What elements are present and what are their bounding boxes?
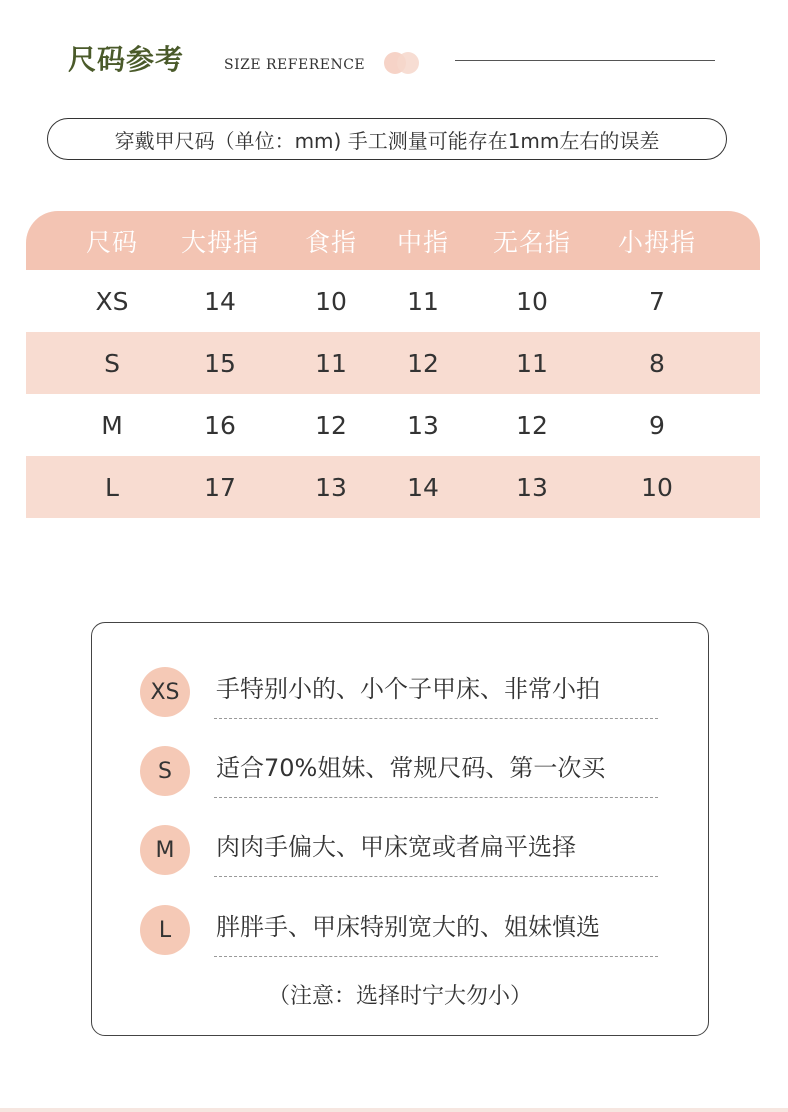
divider [455, 60, 715, 61]
size-guide-box [91, 622, 709, 1036]
table-cell: 10 [516, 286, 548, 316]
table-cell: 12 [315, 410, 347, 440]
table-cell: 12 [407, 348, 439, 378]
table-row [26, 332, 760, 394]
table-cell: L [105, 472, 119, 502]
table-cell: 9 [649, 410, 665, 440]
column-header: 中指 [396, 227, 450, 257]
table-row [26, 456, 760, 518]
dashed-divider [214, 956, 658, 957]
guide-item [92, 819, 708, 879]
guide-item [92, 899, 708, 959]
table-cell: 13 [516, 472, 548, 502]
column-header: 尺码 [85, 227, 139, 257]
table-cell: 8 [649, 348, 665, 378]
dot-icon [397, 52, 419, 74]
size-badge: M [140, 825, 190, 875]
measurement-note: 穿戴甲尺码（单位：mm) 手工测量可能存在1mm左右的误差 [47, 118, 727, 160]
table-cell: 13 [315, 472, 347, 502]
guide-text: 适合70%姐妹、常规尺码、第一次买 [216, 754, 606, 782]
table-cell: 7 [649, 286, 665, 316]
size-badge: S [140, 746, 190, 796]
dashed-divider [214, 718, 658, 719]
page-title: 尺码参考 [68, 43, 185, 76]
table-cell: 13 [407, 410, 439, 440]
column-header: 小拇指 [617, 227, 697, 257]
guide-item [92, 740, 708, 800]
table-cell: 10 [315, 286, 347, 316]
page-subtitle: SIZE REFERENCE [224, 57, 366, 73]
table-header [26, 211, 760, 270]
table-row [26, 270, 760, 332]
guide-text: 胖胖手、甲床特别宽大的、姐妹慎选 [216, 913, 600, 941]
size-badge: L [140, 905, 190, 955]
table-cell: S [104, 348, 120, 378]
size-table [26, 211, 760, 518]
guide-text: 手特别小的、小个子甲床、非常小拍 [216, 675, 600, 703]
table-cell: 10 [641, 472, 673, 502]
selection-note: （注意：选择时宁大勿小） [267, 984, 532, 1009]
table-cell: 11 [516, 348, 548, 378]
column-header: 无名指 [492, 227, 572, 257]
column-header: 大拇指 [180, 227, 260, 257]
table-cell: 12 [516, 410, 548, 440]
guide-text: 肉肉手偏大、甲床宽或者扁平选择 [216, 833, 576, 861]
table-cell: 14 [407, 472, 439, 502]
table-cell: 17 [204, 472, 236, 502]
table-cell: 16 [204, 410, 236, 440]
table-cell: 14 [204, 286, 236, 316]
bottom-strip [0, 1108, 788, 1112]
column-header: 食指 [304, 227, 358, 257]
table-cell: XS [95, 286, 129, 316]
dashed-divider [214, 797, 658, 798]
table-cell: 15 [204, 348, 236, 378]
table-cell: M [101, 410, 123, 440]
table-row [26, 394, 760, 456]
guide-item [92, 661, 708, 721]
dashed-divider [214, 876, 658, 877]
size-badge: XS [140, 667, 190, 717]
table-cell: 11 [407, 286, 439, 316]
decorative-dots-icon [384, 52, 424, 74]
table-cell: 11 [315, 348, 347, 378]
